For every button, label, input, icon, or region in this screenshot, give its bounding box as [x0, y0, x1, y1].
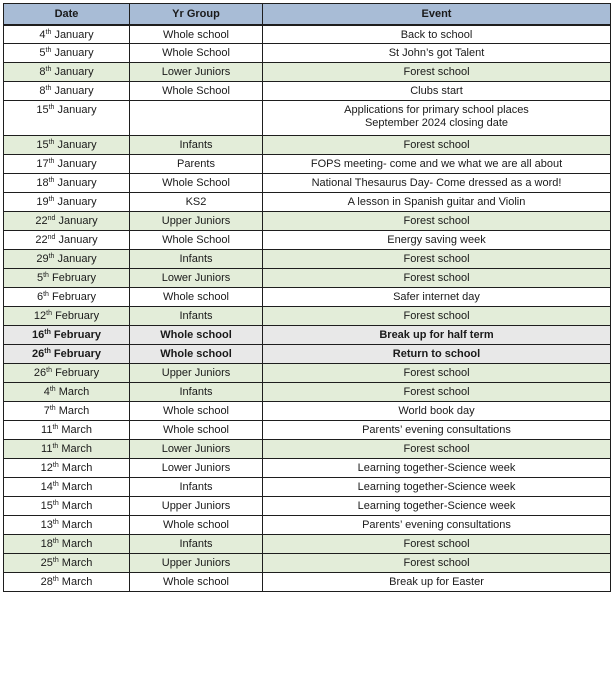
event-text: Forest school	[403, 215, 470, 227]
event-text: A lesson in Spanish guitar and Violin	[347, 196, 526, 208]
event-text: Energy saving week	[387, 234, 486, 246]
event-text: St John’s got Talent	[388, 47, 485, 59]
date-month: January	[57, 139, 97, 151]
event-text: Break up for Easter	[389, 576, 484, 588]
date-cell	[4, 44, 130, 63]
date-ordinal-suffix: th	[49, 405, 56, 412]
date-cell	[4, 155, 130, 174]
year-group-cell: Whole School	[130, 231, 263, 250]
date-month: March	[61, 443, 92, 455]
event-cell	[263, 193, 611, 212]
event-cell	[263, 136, 611, 155]
date-ordinal-suffix: th	[45, 66, 52, 73]
date-day: 28	[40, 576, 53, 588]
event-cell	[263, 383, 611, 402]
event-text: Learning together-Science week	[357, 481, 516, 493]
date-day: 8	[39, 66, 46, 78]
event-cell	[263, 554, 611, 573]
date-day: 22	[35, 215, 48, 227]
table-row	[4, 250, 611, 269]
event-text: Forest school	[403, 310, 470, 322]
year-group-cell: Whole school	[130, 326, 263, 345]
event-column-header: Event	[263, 4, 611, 25]
date-day: 6	[36, 291, 44, 303]
event-cell	[263, 288, 611, 307]
date-day: 7	[43, 405, 50, 417]
event-cell	[263, 63, 611, 82]
date-cell	[4, 136, 130, 155]
table-row	[4, 44, 611, 63]
date-cell	[4, 269, 130, 288]
event-text: Forest school	[403, 557, 470, 569]
date-ordinal-suffix: th	[48, 139, 55, 146]
table-row	[4, 82, 611, 101]
date-day: 4	[43, 386, 50, 398]
year-group-cell: Infants	[130, 383, 263, 402]
year-group-cell: Whole school	[130, 402, 263, 421]
date-month: February	[53, 329, 101, 341]
event-text: Forest school	[403, 253, 470, 265]
date-day: 22	[35, 234, 48, 246]
event-cell	[263, 307, 611, 326]
date-cell	[4, 421, 130, 440]
event-cell	[263, 174, 611, 193]
date-column-header: Date	[4, 4, 130, 25]
year-group-cell: Infants	[130, 478, 263, 497]
table-row	[4, 25, 611, 44]
date-month: March	[61, 557, 93, 569]
year-group-cell: Infants	[130, 250, 263, 269]
table-row	[4, 345, 611, 364]
events-calendar-table	[3, 3, 611, 592]
date-month: January	[54, 28, 94, 41]
event-text: National Thesaurus Day- Come dressed as a word!	[311, 177, 562, 189]
table-row	[4, 193, 611, 212]
event-text: Forest school	[403, 367, 470, 379]
table-row	[4, 101, 611, 136]
date-day: 11	[41, 424, 53, 436]
event-text: Forest school	[403, 66, 470, 78]
date-cell	[4, 25, 130, 44]
date-cell	[4, 573, 130, 592]
date-ordinal-suffix: th	[45, 28, 52, 36]
event-cell	[263, 402, 611, 421]
table-row	[4, 288, 611, 307]
year-group-cell: Upper Juniors	[130, 554, 263, 573]
table-row	[4, 231, 611, 250]
event-cell	[263, 440, 611, 459]
event-text: Learning together-Science week	[357, 500, 516, 512]
event-cell	[263, 459, 611, 478]
date-month: March	[58, 386, 90, 398]
year-group-cell: Lower Juniors	[130, 63, 263, 82]
date-day: 16	[32, 329, 45, 341]
year-group-cell: KS2	[130, 193, 263, 212]
date-month: March	[61, 462, 93, 474]
date-day: 5	[36, 272, 44, 284]
date-ordinal-suffix: nd	[47, 234, 56, 241]
year-group-cell	[130, 101, 263, 136]
year-group-cell: Parents	[130, 155, 263, 174]
year-group-cell: Whole school	[130, 516, 263, 535]
date-month: February	[52, 291, 97, 303]
event-cell	[263, 516, 611, 535]
year-group-cell: Whole school	[130, 288, 263, 307]
year-group-cell: Lower Juniors	[130, 440, 263, 459]
event-text: Forest school	[403, 139, 470, 151]
event-cell	[263, 326, 611, 345]
date-month: January	[54, 66, 94, 78]
date-ordinal-suffix: th	[45, 47, 52, 54]
date-month: January	[58, 215, 98, 227]
table-row	[4, 63, 611, 82]
date-ordinal-suffix: th	[43, 272, 49, 279]
date-month: March	[61, 519, 93, 531]
date-day: 26	[32, 348, 45, 360]
date-month: January	[57, 104, 97, 116]
date-month: March	[61, 424, 92, 436]
event-cell	[263, 269, 611, 288]
date-day: 12	[40, 462, 53, 474]
year-group-cell: Lower Juniors	[130, 269, 263, 288]
date-ordinal-suffix: th	[49, 386, 56, 393]
table-row	[4, 554, 611, 573]
table-row	[4, 459, 611, 478]
event-cell	[263, 535, 611, 554]
event-text: Break up for half term	[379, 329, 494, 341]
date-cell	[4, 250, 130, 269]
date-cell	[4, 516, 130, 535]
date-month: February	[55, 310, 100, 322]
date-cell	[4, 82, 130, 101]
year-group-cell: Whole school	[130, 25, 263, 44]
year-group-cell: Lower Juniors	[130, 459, 263, 478]
event-cell	[263, 497, 611, 516]
event-text: Forest school	[403, 272, 470, 284]
date-ordinal-suffix: th	[52, 424, 59, 431]
date-month: March	[61, 576, 93, 588]
year-group-cell: Infants	[130, 307, 263, 326]
event-text: World book day	[398, 405, 475, 417]
date-day: 11	[41, 443, 53, 455]
table-row	[4, 402, 611, 421]
table-row	[4, 212, 611, 231]
event-text-line-2: September 2024 closing date	[364, 117, 509, 129]
date-month: February	[52, 272, 97, 284]
date-cell	[4, 231, 130, 250]
event-cell	[263, 82, 611, 101]
event-text: Parents’ evening consultations	[362, 424, 511, 436]
date-month: March	[58, 405, 90, 417]
event-text: Clubs start	[410, 85, 463, 97]
date-cell	[4, 212, 130, 231]
date-day: 4	[39, 28, 46, 41]
date-month: January	[54, 85, 94, 97]
event-text: Safer internet day	[393, 291, 480, 303]
date-ordinal-suffix: th	[52, 500, 59, 507]
event-text: Forest school	[403, 538, 470, 550]
date-day: 18	[40, 538, 53, 550]
event-cell	[263, 212, 611, 231]
date-day: 19	[36, 196, 49, 208]
date-cell	[4, 497, 130, 516]
date-cell	[4, 478, 130, 497]
date-day: 26	[33, 367, 47, 379]
date-day: 25	[40, 557, 53, 569]
date-cell	[4, 383, 130, 402]
date-cell	[4, 101, 130, 136]
header-row	[4, 4, 611, 25]
date-day: 17	[36, 158, 49, 170]
date-ordinal-suffix: th	[44, 329, 51, 336]
date-ordinal-suffix: th	[46, 367, 52, 374]
event-text: Back to school	[400, 28, 473, 41]
table-row	[4, 516, 611, 535]
date-day: 18	[36, 177, 49, 189]
date-cell	[4, 174, 130, 193]
date-ordinal-suffix: th	[45, 85, 52, 92]
event-text: Forest school	[403, 443, 470, 455]
year-group-cell: Upper Juniors	[130, 497, 263, 516]
date-ordinal-suffix: th	[48, 104, 55, 111]
year-group-cell: Whole school	[130, 421, 263, 440]
year-group-cell: Whole school	[130, 345, 263, 364]
event-cell	[263, 25, 611, 44]
calendar-body	[4, 25, 611, 592]
date-ordinal-suffix: th	[52, 538, 59, 545]
event-cell	[263, 364, 611, 383]
event-text: Return to school	[392, 348, 481, 360]
date-day: 12	[33, 310, 47, 322]
date-ordinal-suffix: th	[52, 576, 59, 583]
event-text: Learning together-Science week	[357, 462, 516, 474]
date-day: 14	[40, 481, 53, 493]
table-row	[4, 535, 611, 554]
table-row	[4, 383, 611, 402]
event-cell	[263, 101, 611, 136]
date-day: 13	[40, 519, 53, 531]
event-cell	[263, 573, 611, 592]
table-row	[4, 478, 611, 497]
date-cell	[4, 345, 130, 364]
year-group-column-header: Yr Group	[130, 4, 263, 25]
year-group-cell: Whole School	[130, 44, 263, 63]
date-ordinal-suffix: th	[52, 519, 59, 526]
event-cell	[263, 250, 611, 269]
date-month: January	[57, 253, 97, 265]
year-group-cell: Whole school	[130, 573, 263, 592]
date-month: January	[57, 177, 97, 189]
date-ordinal-suffix: th	[52, 443, 59, 450]
event-text: Parents’ evening consultations	[362, 519, 511, 531]
table-row	[4, 440, 611, 459]
table-row	[4, 573, 611, 592]
date-day: 15	[36, 139, 49, 151]
table-row	[4, 155, 611, 174]
event-cell	[263, 345, 611, 364]
date-day: 15	[40, 500, 53, 512]
date-cell	[4, 288, 130, 307]
table-row	[4, 269, 611, 288]
date-cell	[4, 364, 130, 383]
date-month: March	[61, 481, 93, 493]
event-cell	[263, 44, 611, 63]
date-cell	[4, 535, 130, 554]
date-ordinal-suffix: th	[52, 481, 59, 488]
event-cell	[263, 155, 611, 174]
event-cell	[263, 231, 611, 250]
date-month: February	[55, 367, 100, 379]
date-cell	[4, 402, 130, 421]
date-ordinal-suffix: nd	[47, 215, 56, 222]
table-row	[4, 421, 611, 440]
date-cell	[4, 326, 130, 345]
year-group-cell: Whole School	[130, 174, 263, 193]
date-ordinal-suffix: th	[48, 158, 55, 165]
date-cell	[4, 440, 130, 459]
date-day: 5	[39, 47, 46, 59]
year-group-cell: Infants	[130, 136, 263, 155]
date-ordinal-suffix: th	[46, 310, 52, 317]
date-cell	[4, 307, 130, 326]
date-month: January	[54, 47, 94, 59]
date-ordinal-suffix: th	[48, 196, 55, 203]
date-day: 15	[36, 104, 49, 116]
event-cell	[263, 478, 611, 497]
table-row	[4, 364, 611, 383]
table-row	[4, 174, 611, 193]
date-ordinal-suffix: th	[48, 253, 55, 260]
table-row	[4, 497, 611, 516]
date-month: March	[61, 538, 93, 550]
event-cell	[263, 421, 611, 440]
event-text: Forest school	[403, 386, 470, 398]
date-cell	[4, 554, 130, 573]
event-text: FOPS meeting- come and we what we are all about	[310, 158, 563, 170]
event-text: Applications for primary school places	[344, 104, 529, 116]
date-month: January	[57, 158, 97, 170]
date-month: February	[53, 348, 101, 360]
year-group-cell: Whole School	[130, 82, 263, 101]
date-cell	[4, 459, 130, 478]
date-cell	[4, 63, 130, 82]
date-cell	[4, 193, 130, 212]
table-row	[4, 326, 611, 345]
year-group-cell: Upper Juniors	[130, 212, 263, 231]
date-day: 8	[39, 85, 46, 97]
table-row	[4, 136, 611, 155]
date-month: March	[61, 500, 93, 512]
date-ordinal-suffix: th	[48, 177, 55, 184]
year-group-cell: Infants	[130, 535, 263, 554]
date-month: January	[57, 196, 97, 208]
date-day: 29	[36, 253, 49, 265]
date-ordinal-suffix: th	[52, 557, 59, 564]
year-group-cell: Upper Juniors	[130, 364, 263, 383]
table-row	[4, 307, 611, 326]
date-ordinal-suffix: th	[43, 291, 49, 298]
date-ordinal-suffix: th	[52, 462, 59, 469]
date-ordinal-suffix: th	[44, 348, 51, 355]
date-month: January	[58, 234, 98, 246]
